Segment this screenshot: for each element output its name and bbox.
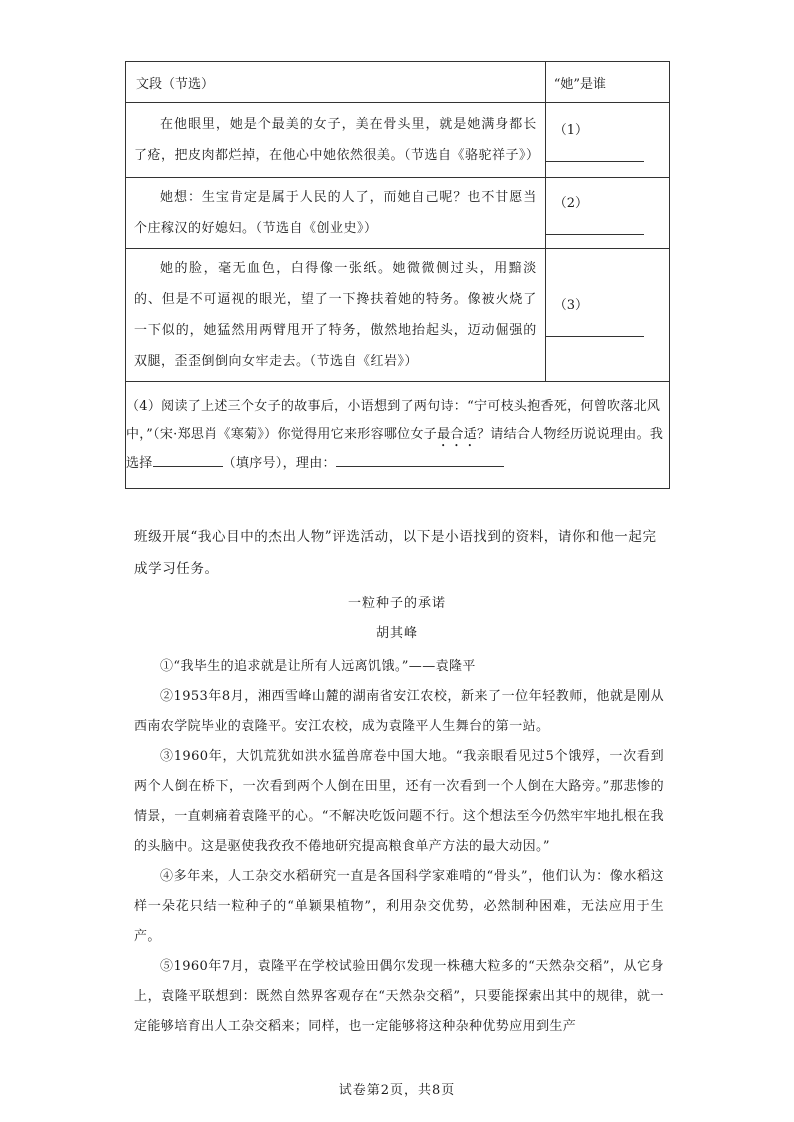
question-4-text: （4）阅读了上述三个女子的故事后，小语想到了两句诗：“宁可枝头抱香死，何曾吹落北风中，”（宋·郑思肖《寒菊》）你觉得用它来形容哪位女子 <box>126 398 661 442</box>
table-row <box>126 103 670 178</box>
excerpt-text: 在他眼里，她是个最美的女子，美在骨头里，就是她满身都长了疮，把皮肉都烂掉，在他心中她依然很美。（节选自《骆驼祥子》） <box>134 117 540 163</box>
excerpt-text: 她想：生宝肯定是属于人民的人了，而她自己呢？也不甘愿当个庄稼汉的好媳妇。（节选自《创业史》） <box>134 190 537 236</box>
header-excerpt: 文段（节选） <box>126 62 546 103</box>
question-4-text-3: （填序号），理由： <box>222 455 336 471</box>
choice-blank[interactable] <box>153 454 223 467</box>
article-title: 一粒种子的承诺 <box>347 596 446 611</box>
question-4 <box>126 382 670 489</box>
answer-number: （1） <box>553 122 589 138</box>
article-body <box>134 652 664 1042</box>
question-4-emphasis: 最合适 <box>437 426 477 442</box>
article-paragraph: ③1960年，大饥荒犹如洪水猛兽席卷中国大地。“我亲眼看见过5个饿殍，一次看到两个人倒在桥下，一次看到两个人倒在田里，还有一次看到一个人倒在大路旁。”那悲惨的情景，一直刺痛着袁隆平的心。“不解决吃饭问题不行。这个想法至今仍然牢牢地扎根在我的头脑中。这是驱使我孜孜不倦地研究提高粮食单产方法的最大动因。” <box>134 749 664 854</box>
page-footer: 试卷第2页，共8页 <box>338 1083 456 1098</box>
question-table <box>125 61 670 489</box>
table-header-row <box>126 62 670 103</box>
answer-number: （3） <box>553 297 589 313</box>
article-paragraph: ④多年来，人工杂交水稻研究一直是各国科学家难啃的“骨头”，他们认为：像水稻这样一朵花只结一粒种子的“单颖果植物”，利用杂交优势，必然制种困难，无法应用于生产。 <box>134 869 664 944</box>
excerpt-text: 她的脸，毫无血色，白得像一张纸。她微微侧过头，用黯淡的、但是不可逼视的眼光，望了一下搀扶着她的特务。像被火烧了一下似的，她猛然用两臂甩开了特务，傲然地抬起头，迈动倔强的双腿，歪歪倒倒向女牢走去。（节选自《红岩》） <box>134 261 537 369</box>
answer-blank[interactable] <box>546 216 644 235</box>
table-row <box>126 178 670 249</box>
intro-paragraph: 班级开展“我心目中的杰出人物”评选活动，以下是小语找到的资料，请你和他一起完成学习任务。 <box>134 529 657 577</box>
question-4-row <box>126 382 670 489</box>
answer-blank[interactable] <box>546 143 644 162</box>
header-who: “她”是谁 <box>545 62 669 103</box>
question-4-text-2: ？请结合人物经历说说理由。我选择 <box>126 426 664 471</box>
table-row <box>126 249 670 382</box>
answer-number: （2） <box>553 195 589 211</box>
article-paragraph: ⑤1960年7月，袁隆平在学校试验田偶尔发现一株穗大粒多的“天然杂交稻”，从它身上，袁隆平联想到：既然自然界客观存在“天然杂交稻”，只要能探索出其中的规律，就一定能够培育出人工杂交稻来；同样，也一定能够将这种杂种优势应用到生产 <box>134 959 664 1034</box>
article-author: 胡其峰 <box>375 626 418 641</box>
article-paragraph: ②1953年8月，湘西雪峰山麓的湖南省安江农校，新来了一位年轻教师，他就是刚从西南农学院毕业的袁隆平。安江农校，成为袁隆平人生舞台的第一站。 <box>134 689 664 734</box>
answer-blank[interactable] <box>546 318 644 337</box>
article-paragraph: ①“我毕生的追求就是让所有人远离饥饿。”——袁隆平 <box>160 659 476 674</box>
reason-blank[interactable] <box>336 454 504 467</box>
